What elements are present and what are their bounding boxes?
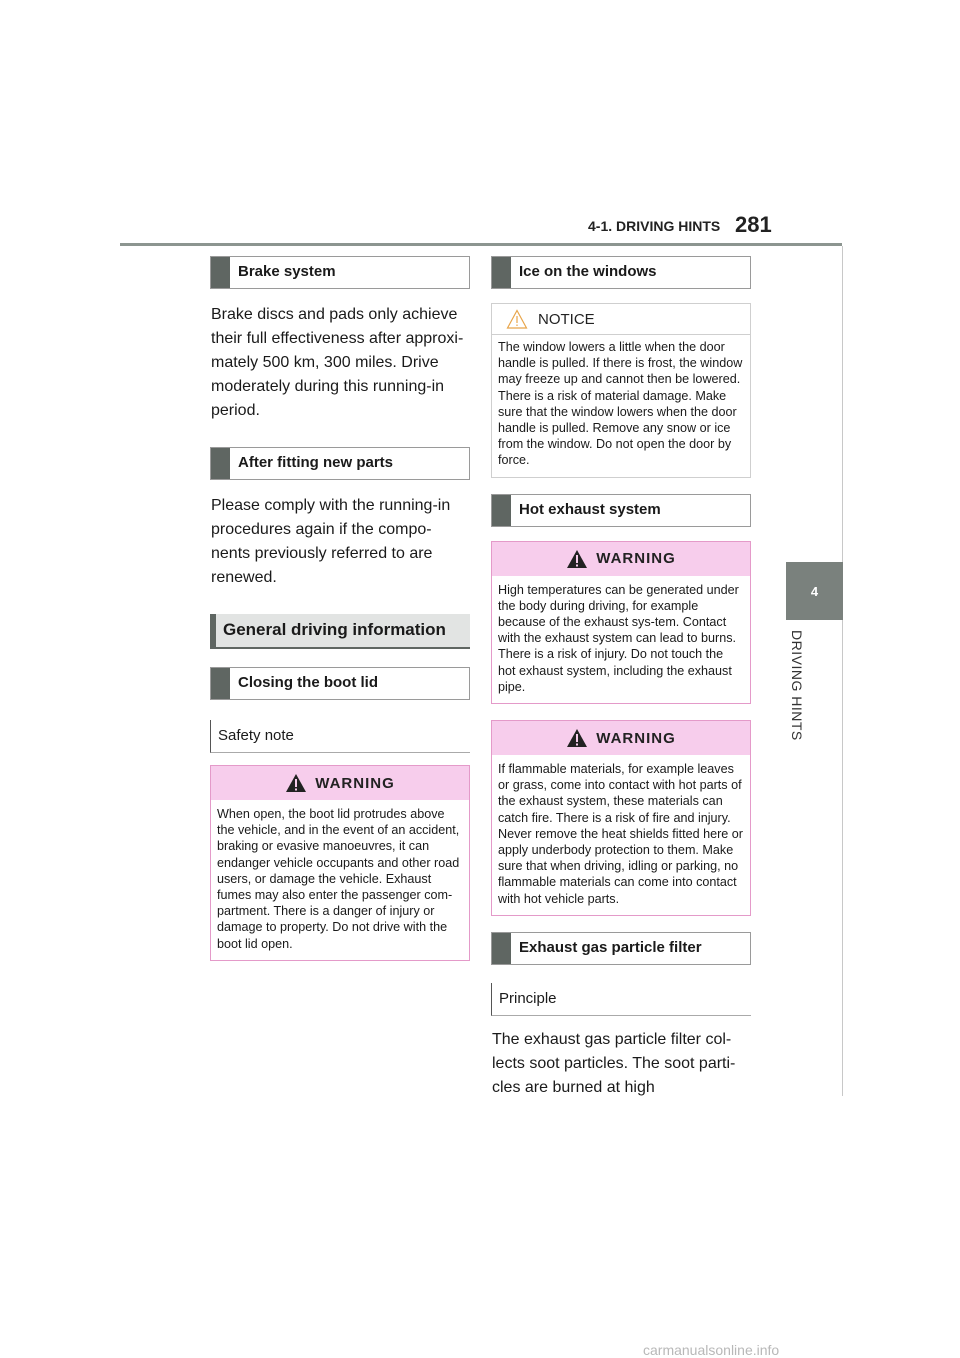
page-number: 281 [735, 212, 772, 237]
warning-triangle-icon [566, 728, 588, 748]
warning-title-text: WARNING [315, 774, 395, 792]
notice-text: The window lowers a little when the door handle is pulled. If there is frost, the window may freeze up and cannot then be lowered. There is a risk of material damage. Make sure that the window lowers when the door handle is pulled. Remove any snow or ice from the window. Do not open the door by force. [498, 340, 743, 468]
warning-title [492, 542, 750, 576]
subheading-bar [492, 495, 511, 526]
subheading-text: After fitting new parts [238, 454, 394, 471]
left-column [210, 256, 470, 977]
principle-heading [491, 983, 751, 1016]
safety-note-heading [210, 720, 470, 753]
watermark: carmanualsonline.info [643, 1342, 780, 1358]
new-parts-text: Please comply with the running-in procedures again if the compo-nents previously referred to are renewed. [211, 497, 451, 586]
subheading-text: Brake system [238, 263, 336, 280]
particle-filter-text: The exhaust gas particle filter col-lects soot particles. The soot parti-cles are burned at high [492, 1030, 736, 1096]
brake-system-text: Brake discs and pads only achieve their full effectiveness after approxi-mately 500 km, 300 miles. Drive moderately during this running-in period. [211, 306, 464, 419]
safety-note-text: Safety note [218, 727, 294, 744]
subheading-boot-lid [210, 667, 470, 700]
chapter-tab[interactable]: 4 [786, 562, 843, 620]
subheading-bar [211, 448, 230, 479]
subheading-text: Hot exhaust system [519, 500, 661, 518]
warning-text: If flammable materials, for example leaves or grass, come into contact with hot parts of the exhaust system, these materials can catch fire. There is a risk of fire and injury. Never remove the heat shields fitted here or apply underbody protection to them. Make sure that when driving, idling or parking, no flammable materials can come into contact with hot vehicle parts. [498, 762, 744, 906]
principle-text: Principle [499, 989, 557, 1007]
subheading-new-parts [210, 447, 470, 480]
caution-triangle-icon [506, 309, 528, 329]
subheading-text: Exhaust gas particle filter [519, 938, 702, 956]
heading-text: General driving information [223, 620, 446, 639]
notice-title [492, 304, 750, 335]
notice-title-text: NOTICE [538, 310, 595, 328]
subheading-bar [211, 257, 230, 288]
warning-text: When open, the boot lid protrudes above the vehicle, and in the event of an accident, braking or evasive manoeuvres, it can endanger vehicle occupants and other road users, or damage the vehicle. Exhaust fumes may also enter the passenger com-partment. There is a danger of injury or damage to property. Do not drive with the boot lid open. [217, 807, 460, 951]
subheading-brake-system [210, 256, 470, 289]
warning-box-boot-lid [210, 765, 470, 961]
chapter-label: DRIVING HINTS [789, 630, 805, 741]
warning-title [211, 766, 469, 800]
subheading-text: Closing the boot lid [238, 674, 378, 691]
warning-title [492, 721, 750, 755]
heading-general-driving [210, 614, 470, 649]
subheading-bar [492, 933, 511, 964]
side-rule [842, 246, 843, 1096]
warning-box-exhaust-heat [491, 541, 751, 704]
warning-box-flammable [491, 720, 751, 916]
subheading-ice-windows [491, 256, 751, 289]
notice-box-ice [491, 303, 751, 478]
subheading-text: Ice on the windows [519, 263, 657, 280]
header-rule [120, 243, 842, 246]
right-column [491, 256, 751, 1114]
subheading-bar [492, 257, 511, 288]
header-section-title: 4-1. DRIVING HINTS [588, 218, 721, 234]
subheading-particle-filter [491, 932, 751, 965]
subheading-bar [211, 668, 230, 699]
warning-triangle-icon [285, 773, 307, 793]
subheading-hot-exhaust [491, 494, 751, 527]
warning-title-text: WARNING [596, 550, 676, 568]
heading-bar [210, 614, 216, 649]
warning-title-text: WARNING [596, 729, 676, 747]
warning-triangle-icon [566, 549, 588, 569]
warning-text: High temperatures can be generated under the body during driving, for example because of the exhaust sys-tem. Contact with the exhaust system can lead to burns. There is a risk of injury. Do not touch the hot exhaust system, including the exhaust pipe. [498, 582, 739, 694]
